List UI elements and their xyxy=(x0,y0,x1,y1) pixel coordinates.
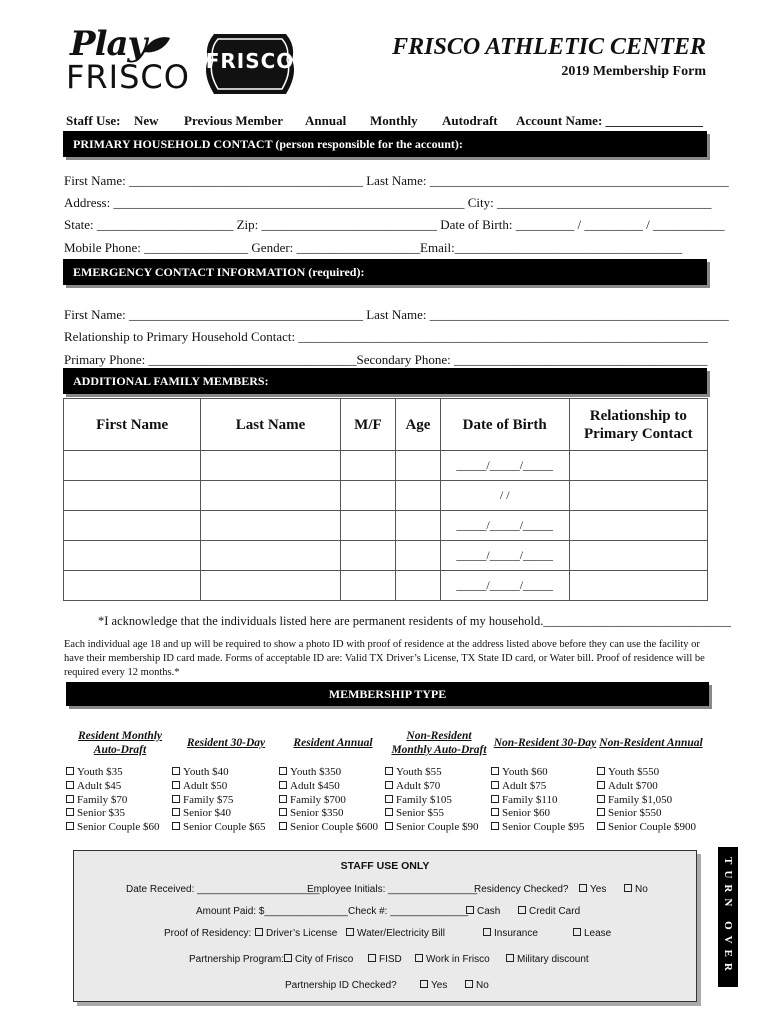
credit-card-checkbox[interactable] xyxy=(518,906,580,917)
membership-option-label: Family $105 xyxy=(396,793,452,806)
checkbox-icon xyxy=(172,767,180,775)
emergency-relationship-line[interactable]: Relationship to Primary Household Contact: _______________________________________________________________ xyxy=(64,329,708,344)
checkbox-icon xyxy=(279,781,287,789)
membership-option-label: Youth $550 xyxy=(608,766,660,778)
checkbox-icon xyxy=(597,767,605,775)
dob-cell[interactable]: _____/_____/_____ xyxy=(440,451,569,481)
checkbox-icon xyxy=(491,795,499,803)
partnership-yes-checkbox[interactable] xyxy=(420,980,447,991)
membership-option-label: Senior Couple $65 xyxy=(183,821,266,834)
checkbox-icon xyxy=(483,928,491,936)
membership-option-label: Senior Couple $95 xyxy=(502,821,585,834)
turn-over-text: TURN OVER xyxy=(722,857,734,977)
checkbox-icon xyxy=(385,781,393,789)
checkbox-icon xyxy=(579,884,587,892)
membership-option-label: Family $110 xyxy=(502,793,558,806)
checkbox-icon xyxy=(491,808,499,816)
membership-option-label: Senior $40 xyxy=(183,807,231,820)
fisd-checkbox[interactable] xyxy=(368,954,402,965)
membership-option[interactable] xyxy=(597,807,705,821)
partnership-id-label: Partnership ID Checked? xyxy=(285,980,397,991)
primary-phone-line[interactable]: Mobile Phone: ________________ Gender: ___________________Email:___________________________________ xyxy=(64,240,683,255)
membership-option-label: Family $700 xyxy=(290,793,346,806)
badge-text: FRISCO xyxy=(205,49,295,73)
work-in-frisco-label: Work in Frisco xyxy=(426,954,490,965)
checkbox-icon xyxy=(385,822,393,830)
membership-option[interactable] xyxy=(172,780,280,794)
no-label: No xyxy=(476,980,489,991)
primary-state-line[interactable]: State: _____________________ Zip: ___________________________ Date of Birth: _________ / _________ / ___________ xyxy=(64,217,725,232)
membership-option[interactable] xyxy=(491,807,599,821)
dob-cell[interactable]: _____/_____/_____ xyxy=(440,511,569,541)
dob-cell[interactable]: _____/_____/_____ xyxy=(440,541,569,571)
emergency-contact-bar: EMERGENCY CONTACT INFORMATION (required): xyxy=(63,259,707,285)
membership-column xyxy=(491,720,599,835)
option-monthly[interactable]: Monthly xyxy=(370,113,418,128)
credit-card-label: Credit Card xyxy=(529,906,581,917)
membership-option-label: Adult $75 xyxy=(502,779,547,792)
check-number-field[interactable]: Check #: ______________ xyxy=(348,906,469,917)
checkbox-icon xyxy=(491,767,499,775)
checkbox-icon xyxy=(66,822,74,830)
emergency-phone-line[interactable]: Primary Phone: ________________________________Secondary Phone: _______________________________________ xyxy=(64,352,708,367)
membership-option[interactable] xyxy=(491,821,599,835)
membership-option[interactable] xyxy=(66,766,174,780)
checkbox-icon xyxy=(279,822,287,830)
option-new[interactable]: New xyxy=(134,113,159,128)
yes-label: Yes xyxy=(431,980,448,991)
membership-option[interactable] xyxy=(597,821,705,835)
checkbox-icon xyxy=(491,822,499,830)
water-bill-label: Water/Electricity Bill xyxy=(357,928,445,939)
residency-yes-checkbox[interactable] xyxy=(579,884,606,895)
checkbox-icon xyxy=(284,954,292,962)
membership-option-label: Youth $40 xyxy=(183,766,229,778)
drivers-license-checkbox[interactable] xyxy=(255,928,337,939)
membership-column xyxy=(385,720,493,835)
table-header-row xyxy=(64,399,708,451)
checkbox-icon xyxy=(66,808,74,816)
checkbox-icon xyxy=(279,808,287,816)
membership-option[interactable] xyxy=(385,766,493,780)
checkbox-icon xyxy=(420,980,428,988)
table-row[interactable] xyxy=(64,481,708,511)
checkbox-icon xyxy=(346,928,354,936)
membership-column-title: Resident Monthly Auto-Draft xyxy=(77,730,163,756)
membership-option[interactable] xyxy=(66,821,174,835)
checkbox-icon xyxy=(385,808,393,816)
membership-type-bar: MEMBERSHIP TYPE xyxy=(66,682,709,706)
insurance-checkbox[interactable] xyxy=(483,928,538,939)
membership-column xyxy=(597,720,705,835)
logo-frisco-text: FRISCO xyxy=(66,58,190,96)
membership-option[interactable] xyxy=(597,766,705,780)
primary-contact-bar: PRIMARY HOUSEHOLD CONTACT (person responsible for the account): xyxy=(63,131,707,157)
membership-option[interactable] xyxy=(172,794,280,808)
table-row[interactable] xyxy=(64,451,708,481)
primary-address-line[interactable]: Address: ______________________________________________________ City: _________________________________ xyxy=(64,195,712,210)
membership-option-label: Youth $60 xyxy=(502,766,548,778)
membership-option-label: Family $70 xyxy=(77,793,128,806)
family-members-bar: ADDITIONAL FAMILY MEMBERS: xyxy=(63,368,707,394)
membership-option-label: Youth $350 xyxy=(290,766,342,778)
leaf-icon xyxy=(142,34,172,56)
option-autodraft[interactable]: Autodraft xyxy=(442,113,498,128)
membership-column-title: Non-Resident 30-Day xyxy=(493,737,597,749)
partnership-program-label: Partnership Program: xyxy=(189,954,285,965)
no-label: No xyxy=(635,884,648,895)
page-title: FRISCO ATHLETIC CENTER xyxy=(392,34,706,60)
checkbox-icon xyxy=(66,781,74,789)
checkbox-icon xyxy=(255,928,263,936)
dob-cell[interactable]: / / xyxy=(440,481,569,511)
staff-use-only-title: STAFF USE ONLY xyxy=(340,860,430,872)
cash-checkbox[interactable] xyxy=(466,906,500,917)
drivers-license-label: Driver’s License xyxy=(266,928,338,939)
membership-option[interactable] xyxy=(172,807,280,821)
date-received-field[interactable]: Date Received: ______________________ xyxy=(126,884,320,895)
membership-column xyxy=(279,720,387,835)
col-last-name: Last Name xyxy=(201,399,340,451)
membership-option[interactable] xyxy=(491,766,599,780)
membership-option-label: Adult $50 xyxy=(183,779,228,792)
checkbox-icon xyxy=(172,781,180,789)
id-requirements-paragraph: Each individual age 18 and up will be required to show a photo ID with proof of residence at the address listed above before they can use the facility or have their membership ID card made. Forms of acceptable ID are: Valid TX Driver’s License, TX State ID card, or Water bill. Proof of residence will be required every 12 months.* xyxy=(64,639,705,678)
table-row[interactable] xyxy=(64,511,708,541)
checkbox-icon xyxy=(368,954,376,962)
checkbox-icon xyxy=(279,767,287,775)
staff-use-label: Staff Use: xyxy=(66,113,121,128)
checkbox-icon xyxy=(506,954,514,962)
membership-option[interactable] xyxy=(491,794,599,808)
checkbox-icon xyxy=(491,781,499,789)
yes-label: Yes xyxy=(590,884,607,895)
col-dob: Date of Birth xyxy=(440,399,569,451)
membership-option-label: Senior $350 xyxy=(290,807,344,820)
page-subtitle: 2019 Membership Form xyxy=(561,64,706,79)
table-row[interactable] xyxy=(64,571,708,601)
membership-option[interactable] xyxy=(491,780,599,794)
acknowledgement-line[interactable]: *I acknowledge that the individuals listed here are permanent residents of my household.______________________________ xyxy=(98,614,731,628)
membership-option[interactable] xyxy=(385,821,493,835)
checkbox-icon xyxy=(385,767,393,775)
checkbox-icon xyxy=(597,781,605,789)
membership-option-label: Senior $550 xyxy=(608,807,662,820)
option-annual[interactable]: Annual xyxy=(305,113,347,128)
residency-checked-label: Residency Checked? xyxy=(474,884,569,895)
military-discount-label: Military discount xyxy=(517,954,589,965)
membership-option-label: Senior Couple $900 xyxy=(608,821,696,834)
checkbox-icon xyxy=(172,795,180,803)
work-in-frisco-checkbox[interactable] xyxy=(415,954,490,965)
membership-option[interactable] xyxy=(597,794,705,808)
military-discount-checkbox[interactable] xyxy=(506,954,589,965)
option-previous-member[interactable]: Previous Member xyxy=(184,113,284,128)
membership-option-label: Senior Couple $600 xyxy=(290,821,378,834)
membership-option[interactable] xyxy=(279,821,387,835)
membership-option[interactable] xyxy=(66,780,174,794)
checkbox-icon xyxy=(415,954,423,962)
checkbox-icon xyxy=(597,795,605,803)
checkbox-icon xyxy=(385,795,393,803)
membership-option-label: Adult $70 xyxy=(396,779,441,792)
checkbox-icon xyxy=(172,808,180,816)
amount-paid-field[interactable]: Amount Paid: $_______________ xyxy=(196,906,348,917)
membership-option-label: Youth $55 xyxy=(396,766,442,778)
membership-option[interactable] xyxy=(66,794,174,808)
checkbox-icon xyxy=(466,906,474,914)
membership-column xyxy=(172,720,280,835)
play-frisco-logo xyxy=(66,24,190,96)
lease-checkbox[interactable] xyxy=(573,928,611,939)
checkbox-icon xyxy=(573,928,581,936)
membership-option[interactable] xyxy=(385,780,493,794)
membership-option[interactable] xyxy=(385,807,493,821)
dob-cell[interactable]: _____/_____/_____ xyxy=(440,571,569,601)
lease-label: Lease xyxy=(584,928,612,939)
fisd-label: FISD xyxy=(379,954,402,965)
checkbox-icon xyxy=(624,884,632,892)
frisco-badge-logo xyxy=(200,30,300,98)
checkbox-icon xyxy=(465,980,473,988)
checkbox-icon xyxy=(518,906,526,914)
membership-option-label: Family $1,050 xyxy=(608,793,673,806)
membership-option-label: Adult $700 xyxy=(608,779,658,792)
checkbox-icon xyxy=(597,822,605,830)
membership-option-label: Adult $45 xyxy=(77,779,122,792)
membership-option[interactable] xyxy=(279,766,387,780)
checkbox-icon xyxy=(66,795,74,803)
membership-option[interactable] xyxy=(279,780,387,794)
membership-option[interactable] xyxy=(597,780,705,794)
membership-option[interactable] xyxy=(66,807,174,821)
checkbox-icon xyxy=(597,808,605,816)
membership-option[interactable] xyxy=(385,794,493,808)
employee-initials-field[interactable]: Employee Initials: ________________ xyxy=(307,884,478,895)
checkbox-icon xyxy=(66,767,74,775)
membership-option-label: Adult $450 xyxy=(290,779,340,792)
staff-use-only-box xyxy=(73,850,697,1002)
proof-of-residency-label: Proof of Residency: xyxy=(164,928,252,939)
checkbox-icon xyxy=(172,822,180,830)
residency-no-checkbox[interactable] xyxy=(624,884,648,895)
logo-play-text: Play xyxy=(70,24,147,64)
membership-column-title: Resident Annual xyxy=(293,737,373,749)
col-first-name: First Name xyxy=(64,399,201,451)
account-name-field[interactable]: Account Name: _______________ xyxy=(516,113,704,128)
membership-option[interactable] xyxy=(279,807,387,821)
insurance-label: Insurance xyxy=(494,928,538,939)
membership-column-title: Non-Resident Annual xyxy=(599,737,703,749)
table-row[interactable] xyxy=(64,541,708,571)
membership-option[interactable] xyxy=(279,794,387,808)
family-members-table xyxy=(63,398,708,601)
membership-column-title: Resident 30-Day xyxy=(186,737,266,749)
membership-option-label: Family $75 xyxy=(183,793,234,806)
membership-option[interactable] xyxy=(172,766,280,780)
city-of-frisco-checkbox[interactable] xyxy=(284,954,353,965)
membership-option-label: Senior $55 xyxy=(396,807,444,820)
membership-option[interactable] xyxy=(172,821,280,835)
membership-option-label: Senior Couple $90 xyxy=(396,821,479,834)
partnership-no-checkbox[interactable] xyxy=(465,980,489,991)
cash-label: Cash xyxy=(477,906,501,917)
checkbox-icon xyxy=(279,795,287,803)
turn-over-tab xyxy=(718,847,738,987)
col-age: Age xyxy=(396,399,441,451)
city-of-frisco-label: City of Frisco xyxy=(295,954,354,965)
primary-name-line[interactable]: First Name: ____________________________________ Last Name: ______________________________________________ xyxy=(64,173,729,188)
membership-column-title: Non-Resident Monthly Auto-Draft xyxy=(391,730,487,756)
emergency-name-line[interactable]: First Name: ____________________________________ Last Name: ______________________________________________ xyxy=(64,307,729,322)
membership-option-label: Youth $35 xyxy=(77,766,123,778)
col-relationship: Relationship to Primary Contact xyxy=(569,399,707,451)
col-mf: M/F xyxy=(340,399,395,451)
membership-column xyxy=(66,720,174,835)
membership-option-label: Senior Couple $60 xyxy=(77,821,160,834)
membership-option-label: Senior $60 xyxy=(502,807,550,820)
membership-option-label: Senior $35 xyxy=(77,807,125,820)
water-bill-checkbox[interactable] xyxy=(346,928,445,939)
